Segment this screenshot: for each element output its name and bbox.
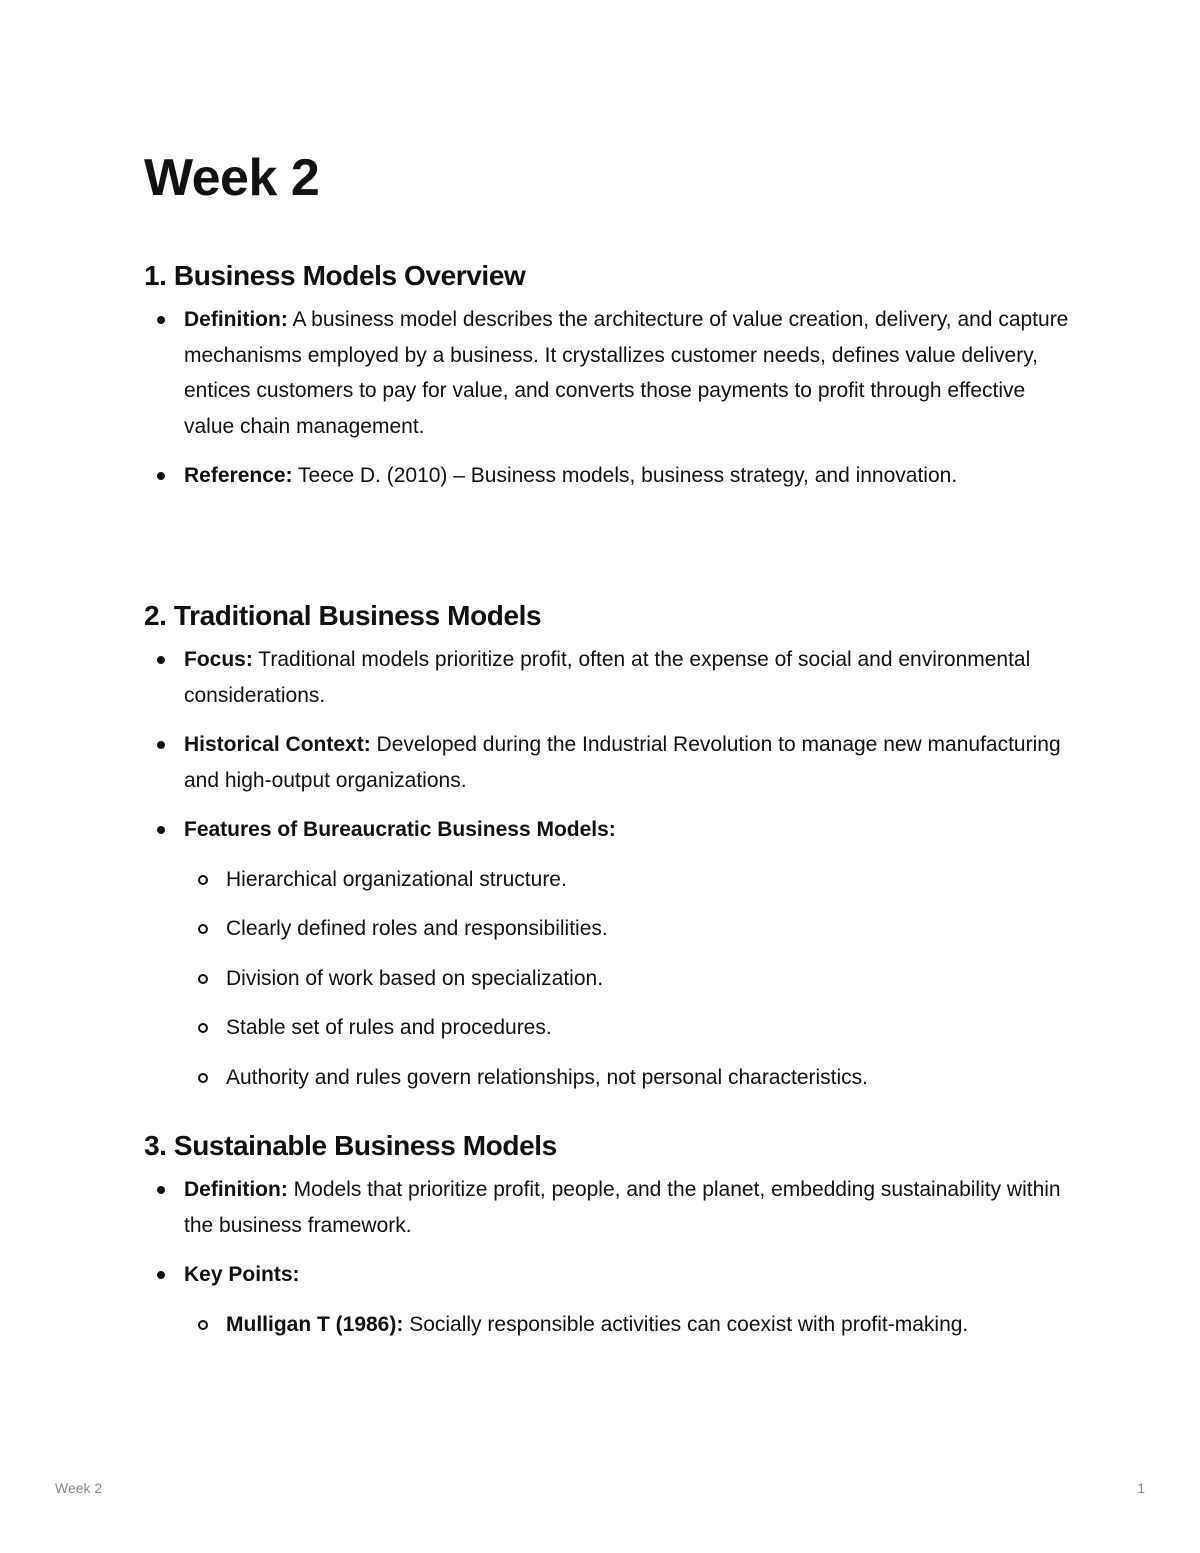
page-title: Week 2 (144, 149, 320, 207)
sub-list-item: Clearly defined roles and responsibilities. (184, 911, 1074, 947)
list-item (144, 302, 1074, 444)
footer-page-number: 1 (1137, 1480, 1145, 1496)
item-label: Reference: (184, 464, 293, 487)
list-item (144, 1172, 1074, 1243)
sub-bullet-list (184, 862, 1074, 1096)
section-heading: 3. Sustainable Business Models (144, 1130, 557, 1161)
list-item (144, 1257, 1074, 1342)
item-label: Definition: (184, 1178, 288, 1201)
item-text: Teece D. (2010) – Business models, business strategy, and innovation. (292, 464, 958, 487)
sub-list-item (184, 1307, 1074, 1343)
sub-item-text: Socially responsible activities can coexist with profit-making. (403, 1312, 969, 1336)
item-text: Models that prioritize profit, people, and the planet, embedding sustainability within the business framework. (184, 1178, 1061, 1237)
section-traditional-business-models (144, 598, 1074, 1109)
sub-list-item: Hierarchical organizational structure. (184, 862, 1074, 898)
sub-list-item: Division of work based on specialization. (184, 961, 1074, 997)
section-heading: 2. Traditional Business Models (144, 600, 542, 631)
section-sustainable-business-models (144, 1128, 1074, 1356)
bullet-list (144, 1172, 1074, 1342)
item-label: Features of Bureaucratic Business Models: (184, 818, 616, 841)
item-text: A business model describes the architecture of value creation, delivery, and capture mechanisms employed by a business. It crystallizes customer needs, defines value delivery, entices customers to pay for value, and converts those payments to profit through effective value chain management. (184, 308, 1069, 438)
sub-list-item: Stable set of rules and procedures. (184, 1010, 1074, 1046)
list-item (144, 812, 1074, 1095)
sub-list-item: Authority and rules govern relationships, not personal characteristics. (184, 1060, 1074, 1096)
sub-bullet-list (184, 1307, 1074, 1343)
bullet-list (144, 642, 1074, 1095)
footer-document-name: Week 2 (55, 1480, 103, 1496)
sub-item-label: Mulligan T (1986): (226, 1312, 404, 1336)
item-label: Focus: (184, 648, 253, 671)
bullet-list (144, 302, 1074, 494)
list-item (144, 642, 1074, 713)
section-business-models-overview (144, 258, 1074, 508)
list-item (144, 458, 1074, 494)
item-label: Key Points: (184, 1263, 300, 1286)
item-text: Traditional models prioritize profit, often at the expense of social and environmental considerations. (184, 648, 1031, 707)
item-text: Developed during the Industrial Revolution to manage new manufacturing and high-output organizations. (184, 733, 1061, 792)
list-item (144, 727, 1074, 798)
item-label: Historical Context: (184, 733, 371, 756)
section-heading: 1. Business Models Overview (144, 260, 526, 291)
item-label: Definition: (184, 308, 288, 331)
